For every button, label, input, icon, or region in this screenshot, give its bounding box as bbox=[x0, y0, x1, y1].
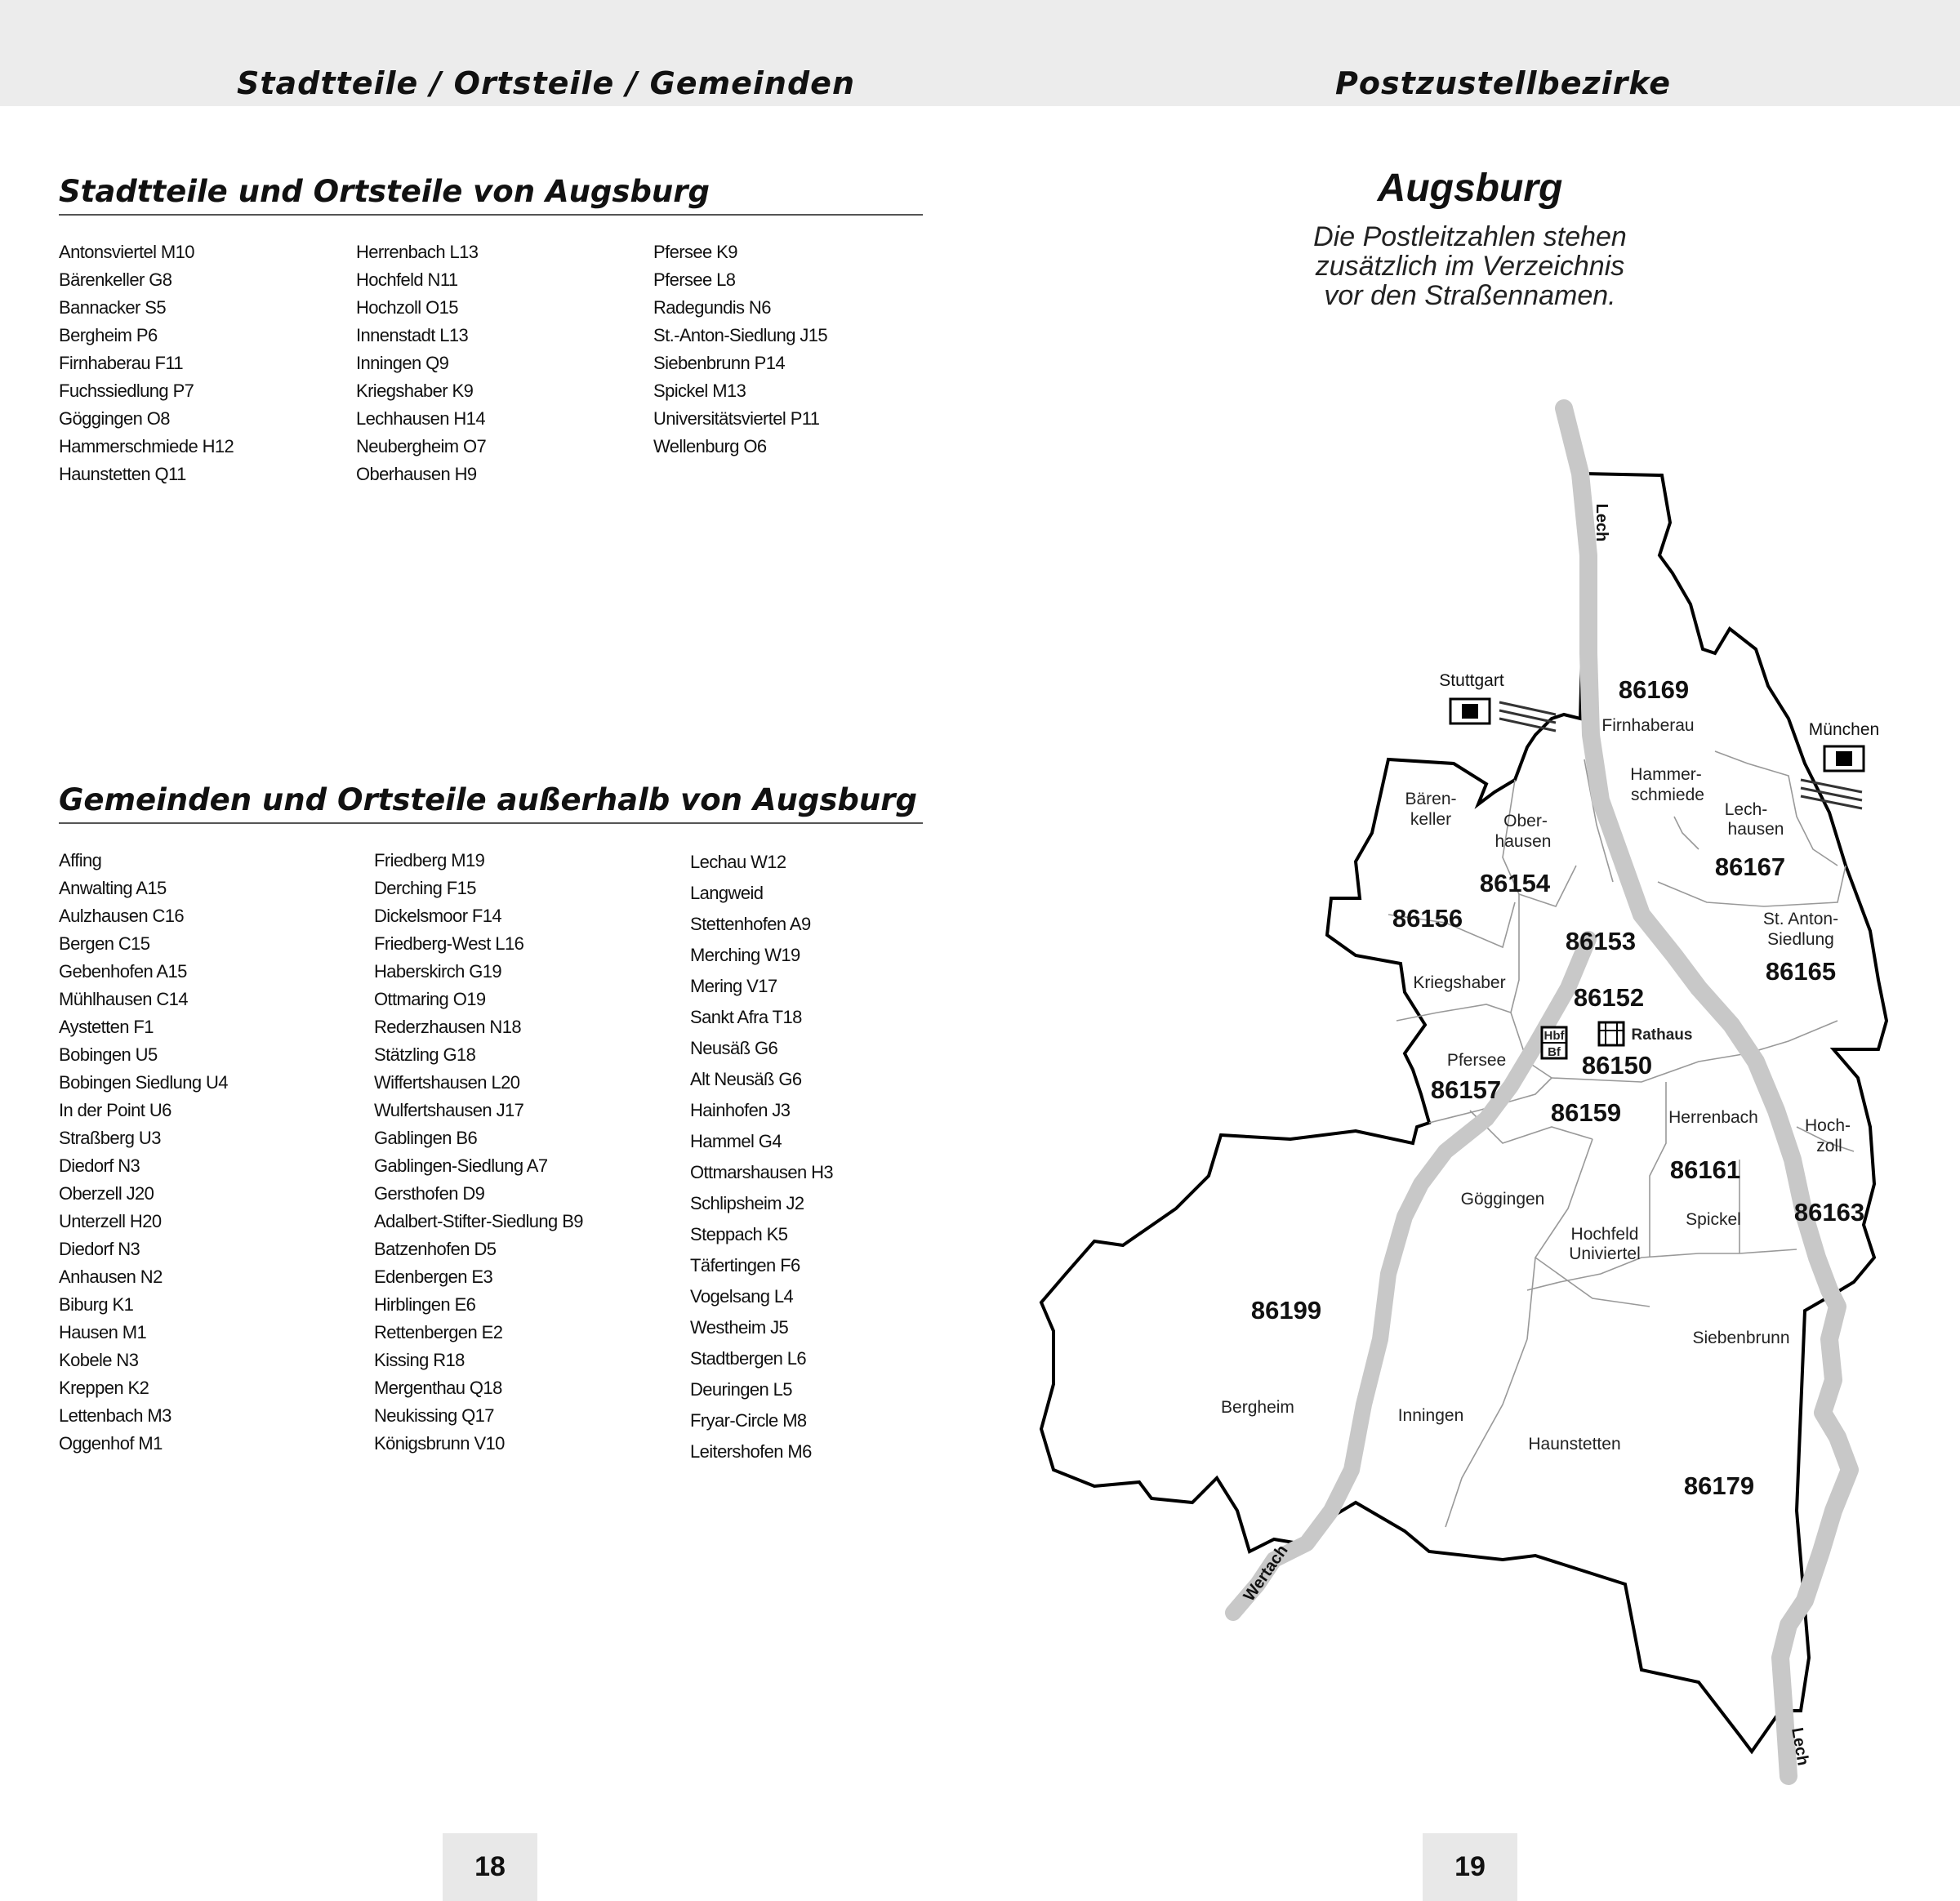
district-spickel: Spickel bbox=[1686, 1210, 1741, 1229]
list-item: Hammel G4 bbox=[690, 1131, 782, 1151]
district-oberhausen-1: Ober- bbox=[1503, 812, 1548, 830]
list-item: Biburg K1 bbox=[59, 1294, 134, 1315]
list-item: Fryar-Circle M8 bbox=[690, 1410, 807, 1431]
river-label-wertach: Wertach bbox=[1240, 1542, 1292, 1605]
list-item: Göggingen O8 bbox=[59, 408, 170, 429]
postcode-86165: 86165 bbox=[1765, 957, 1837, 986]
city-boundary bbox=[1041, 474, 1886, 1752]
list-item: Stätzling G18 bbox=[374, 1044, 476, 1065]
river-label-lech-top: Lech bbox=[1592, 503, 1610, 542]
postcode-86199: 86199 bbox=[1250, 1296, 1322, 1324]
list-item: Fuchssiedlung P7 bbox=[59, 381, 194, 401]
list-item: Gersthofen D9 bbox=[374, 1183, 485, 1204]
list-item: Wulfertshausen J17 bbox=[374, 1100, 524, 1120]
district-bergheim: Bergheim bbox=[1221, 1398, 1294, 1417]
list-item: Sankt Afra T18 bbox=[690, 1007, 802, 1027]
road-label-stuttgart: Stuttgart bbox=[1439, 671, 1504, 690]
list-item: Merching W19 bbox=[690, 945, 800, 965]
list-item: Lettenbach M3 bbox=[59, 1405, 172, 1426]
list-item: Oberzell J20 bbox=[59, 1183, 154, 1204]
postcode-86157: 86157 bbox=[1430, 1075, 1502, 1104]
district-hammerschmiede-2: schmiede bbox=[1631, 786, 1704, 804]
district-siebenbrunn: Siebenbrunn bbox=[1692, 1329, 1790, 1347]
list-item: Lechhausen H14 bbox=[356, 408, 485, 429]
rathaus-icon bbox=[1599, 1022, 1624, 1045]
list-item: Bergheim P6 bbox=[59, 325, 158, 345]
district-oberhausen-2: hausen bbox=[1494, 832, 1552, 851]
district-inningen: Inningen bbox=[1397, 1406, 1464, 1425]
list-item: Rederzhausen N18 bbox=[374, 1017, 521, 1037]
list-item: In der Point U6 bbox=[59, 1100, 172, 1120]
postcode-86179: 86179 bbox=[1683, 1471, 1755, 1500]
district-hochzoll-1: Hoch- bbox=[1804, 1116, 1851, 1135]
district-haunstetten: Haunstetten bbox=[1528, 1435, 1621, 1454]
list-item: Wiffertshausen L20 bbox=[374, 1072, 520, 1093]
list-item: Hirblingen E6 bbox=[374, 1294, 476, 1315]
label-rathaus: Rathaus bbox=[1631, 1026, 1693, 1044]
list-item: Deuringen L5 bbox=[690, 1379, 792, 1400]
river-label-lech-bottom: Lech bbox=[1788, 1726, 1812, 1767]
district-baerenkeller-2: keller bbox=[1410, 810, 1452, 829]
list-item: Gablingen-Siedlung A7 bbox=[374, 1155, 548, 1176]
list-item: Aystetten F1 bbox=[59, 1017, 154, 1037]
district-hochfeld-2: Univiertel bbox=[1569, 1244, 1641, 1263]
list-item: Hammerschmiede H12 bbox=[59, 436, 234, 456]
list-item: Westheim J5 bbox=[690, 1317, 789, 1338]
list-item: Kreppen K2 bbox=[59, 1378, 149, 1398]
list-item: Rettenbergen E2 bbox=[374, 1322, 503, 1342]
list-item: Täfertingen F6 bbox=[690, 1255, 800, 1275]
district-hochfeld-1: Hochfeld bbox=[1570, 1225, 1639, 1244]
list-item: Bannacker S5 bbox=[59, 297, 166, 318]
list-item: Bobingen Siedlung U4 bbox=[59, 1072, 228, 1093]
road-label-muenchen: München bbox=[1808, 720, 1880, 739]
list-item: Gablingen B6 bbox=[374, 1128, 478, 1148]
list-item: Innenstadt L13 bbox=[356, 325, 469, 345]
list-item: Haunstetten Q11 bbox=[59, 464, 186, 484]
list-item: Bobingen U5 bbox=[59, 1044, 158, 1065]
district-hammerschmiede-1: Hammer- bbox=[1630, 765, 1702, 784]
district-baerenkeller-1: Bären- bbox=[1405, 790, 1457, 808]
district-st-anton-1: St. Anton- bbox=[1762, 910, 1839, 928]
list-item: Straßberg U3 bbox=[59, 1128, 161, 1148]
list-item: Schlipsheim J2 bbox=[690, 1193, 804, 1213]
map-note-line-3: vor den Straßennamen. bbox=[1324, 280, 1616, 311]
list-item: St.-Anton-Siedlung J15 bbox=[653, 325, 828, 345]
postcode-86161: 86161 bbox=[1669, 1155, 1741, 1184]
list-item: Radegundis N6 bbox=[653, 297, 771, 318]
list-item: Bergen C15 bbox=[59, 933, 150, 954]
list-item: Ottmarshausen H3 bbox=[690, 1162, 834, 1182]
list-item: Edenbergen E3 bbox=[374, 1267, 493, 1287]
list-item: Leitershofen M6 bbox=[690, 1441, 812, 1462]
list-item: Universitätsviertel P11 bbox=[653, 408, 820, 429]
postcode-86153: 86153 bbox=[1565, 927, 1637, 955]
list-item: Vogelsang L4 bbox=[690, 1286, 794, 1307]
list-item: Neukissing Q17 bbox=[374, 1405, 494, 1426]
list-item: Steppach K5 bbox=[690, 1224, 788, 1244]
map-note-line-1: Die Postleitzahlen stehen bbox=[1313, 221, 1627, 252]
list-item: Spickel M13 bbox=[653, 381, 746, 401]
list-item: Friedberg M19 bbox=[374, 850, 485, 870]
postcode-86163: 86163 bbox=[1793, 1198, 1865, 1227]
postcode-86169: 86169 bbox=[1618, 675, 1690, 704]
list-item: Ottmaring O19 bbox=[374, 989, 486, 1009]
list-item: Bärenkeller G8 bbox=[59, 269, 172, 290]
list-item: Kissing R18 bbox=[374, 1350, 465, 1370]
list-item: Stettenhofen A9 bbox=[690, 914, 811, 934]
district-hochzoll-2: zoll bbox=[1816, 1137, 1842, 1155]
district-goeggingen: Göggingen bbox=[1460, 1190, 1545, 1209]
list-item: Affing bbox=[59, 850, 102, 870]
list-item: Diedorf N3 bbox=[59, 1239, 140, 1259]
list-item: Neubergheim O7 bbox=[356, 436, 487, 456]
list-item: Anwalting A15 bbox=[59, 878, 167, 898]
label-bahnhof-2: Bf bbox=[1548, 1045, 1561, 1059]
district-pfersee: Pfersee bbox=[1446, 1051, 1507, 1070]
postcode-86150: 86150 bbox=[1581, 1051, 1653, 1080]
district-lechhausen-2: hausen bbox=[1727, 820, 1784, 839]
list-item: Neusäß G6 bbox=[690, 1038, 778, 1058]
running-head-left: Stadtteile / Ortsteile / Gemeinden bbox=[237, 65, 856, 101]
list-item: Anhausen N2 bbox=[59, 1267, 163, 1287]
list-item: Siebenbrunn P14 bbox=[653, 353, 786, 373]
list-item: Unterzell H20 bbox=[59, 1211, 162, 1231]
list-item: Derching F15 bbox=[374, 878, 476, 898]
list-item: Kriegshaber K9 bbox=[356, 381, 474, 401]
map-note-line-2: zusätzlich im Verzeichnis bbox=[1315, 251, 1625, 282]
stuttgart-motorway-sign bbox=[1450, 699, 1556, 731]
list-item: Oberhausen H9 bbox=[356, 464, 477, 484]
list-item: Aulzhausen C16 bbox=[59, 906, 185, 926]
list-item: Mühlhausen C14 bbox=[59, 989, 188, 1009]
list-item: Pfersee L8 bbox=[653, 269, 736, 290]
section-title-outside-communities: Gemeinden und Ortsteile außerhalb von Augsburg bbox=[59, 782, 923, 824]
list-item: Hochfeld N11 bbox=[356, 269, 458, 290]
list-item: Batzenhofen D5 bbox=[374, 1239, 497, 1259]
label-bahnhof-1: Hbf bbox=[1544, 1029, 1565, 1043]
list-item: Mering V17 bbox=[690, 976, 777, 996]
list-item: Wellenburg O6 bbox=[653, 436, 767, 456]
district-st-anton-2: Siedlung bbox=[1767, 930, 1834, 949]
postcode-86154: 86154 bbox=[1479, 869, 1551, 897]
postcode-86156: 86156 bbox=[1392, 904, 1463, 933]
map-title: Augsburg bbox=[1377, 167, 1563, 210]
list-item: Hochzoll O15 bbox=[356, 297, 458, 318]
list-item: Antonsviertel M10 bbox=[59, 242, 194, 262]
district-herrenbach: Herrenbach bbox=[1668, 1108, 1758, 1127]
page-number-left: 18 bbox=[443, 1833, 537, 1901]
district-kriegshaber: Kriegshaber bbox=[1413, 973, 1506, 992]
postcode-86167: 86167 bbox=[1714, 853, 1786, 881]
list-item: Dickelsmoor F14 bbox=[374, 906, 502, 926]
list-item: Hausen M1 bbox=[59, 1322, 147, 1342]
list-item: Herrenbach L13 bbox=[356, 242, 479, 262]
list-item: Mergenthau Q18 bbox=[374, 1378, 502, 1398]
postcode-86159: 86159 bbox=[1550, 1098, 1622, 1127]
list-item: Lechau W12 bbox=[690, 852, 786, 872]
list-item: Firnhaberau F11 bbox=[59, 353, 184, 373]
list-item: Inningen Q9 bbox=[356, 353, 449, 373]
running-head-right: Postzustellbezirke bbox=[1335, 65, 1672, 101]
list-item: Oggenhof M1 bbox=[59, 1433, 163, 1454]
list-item: Stadtbergen L6 bbox=[690, 1348, 807, 1369]
list-item: Haberskirch G19 bbox=[374, 961, 502, 982]
district-lechhausen-1: Lech- bbox=[1724, 800, 1768, 819]
list-item: Diedorf N3 bbox=[59, 1155, 140, 1176]
list-item: Adalbert-Stifter-Siedlung B9 bbox=[374, 1211, 583, 1231]
list-item: Alt Neusäß G6 bbox=[690, 1069, 802, 1089]
list-item: Hainhofen J3 bbox=[690, 1100, 791, 1120]
list-item: Pfersee K9 bbox=[653, 242, 737, 262]
page-number-right: 19 bbox=[1423, 1833, 1517, 1901]
list-item: Kobele N3 bbox=[59, 1350, 139, 1370]
postcode-86152: 86152 bbox=[1573, 983, 1645, 1012]
list-item: Langweid bbox=[690, 883, 764, 903]
section-title-city-districts: Stadtteile und Ortsteile von Augsburg bbox=[59, 174, 923, 216]
list-item: Königsbrunn V10 bbox=[374, 1433, 505, 1454]
district-firnhaberau: Firnhaberau bbox=[1601, 716, 1695, 735]
list-item: Gebenhofen A15 bbox=[59, 961, 187, 982]
list-item: Friedberg-West L16 bbox=[374, 933, 524, 954]
